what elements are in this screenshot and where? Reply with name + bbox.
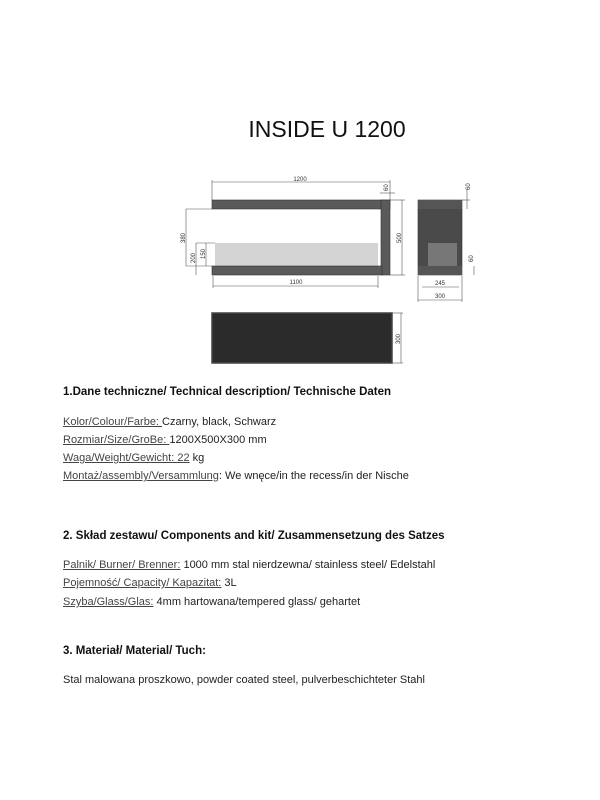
component-value: 4mm hartowana/tempered glass/ gehartet <box>153 596 361 608</box>
spec-label: Waga/Weight/Gewicht: 22 <box>63 452 190 464</box>
component-row <box>63 577 237 589</box>
spec-row <box>63 470 409 482</box>
spec-row <box>63 434 267 446</box>
side-view <box>418 200 462 275</box>
spec-label: Montaż/assembly/Versammlung <box>63 470 219 482</box>
spec-value: Czarny, black, Schwarz <box>162 416 277 428</box>
spec-row <box>63 416 276 428</box>
dim-left-height: 380 <box>181 232 187 243</box>
dim-side-top: 60 <box>466 183 472 190</box>
material-text: Stal malowana proszkowo, powder coated steel, pulverbeschichteter Stahl <box>63 674 425 686</box>
spec-row <box>63 452 204 464</box>
section1-heading: 1.Dane techniczne/ Technical description/ Technische Daten <box>63 386 392 398</box>
dim-plan-depth: 300 <box>396 333 402 344</box>
spec-value: : We wnęce/in the recess/in der Nische <box>218 470 409 482</box>
page-title: INSIDE U 1200 <box>248 116 406 142</box>
dim-top: 60 <box>384 184 390 191</box>
spec-value: 1200X500X300 mm <box>169 434 267 446</box>
component-label: Pojemność/ Capacity/ Kapazitat: <box>63 577 222 589</box>
front-view <box>212 200 390 275</box>
section2-heading: 2. Skład zestawu/ Components and kit/ Zusammensetzung des Satzes <box>63 530 445 542</box>
dim-height: 500 <box>397 232 403 243</box>
dim-side-inner: 245 <box>434 281 446 287</box>
component-label: Szyba/Glass/Glas: <box>63 596 154 608</box>
dim-width: 1200 <box>293 177 307 183</box>
plan-view <box>212 313 392 363</box>
dim-glass-inner: 150 <box>201 248 207 259</box>
component-row <box>63 559 435 571</box>
dim-glass-height: 200 <box>191 252 197 263</box>
dim-burner: 1100 <box>289 280 303 286</box>
component-value: 3L <box>221 577 237 589</box>
spec-label: Kolor/Colour/Farbe: <box>63 416 163 428</box>
spec-label: Rozmiar/Size/GroBe: <box>63 434 170 446</box>
dim-depth: 300 <box>434 294 446 300</box>
component-value: 1000 mm stal nierdzewna/ stainless steel/ Edelstahl <box>180 559 436 571</box>
component-row <box>63 596 360 608</box>
component-label: Palnik/ Burner/ Brenner: <box>63 559 181 571</box>
spec-value: kg <box>189 452 205 464</box>
section3-heading: 3. Materiał/ Material/ Tuch: <box>63 645 206 657</box>
dim-side-bottom: 60 <box>469 255 475 262</box>
